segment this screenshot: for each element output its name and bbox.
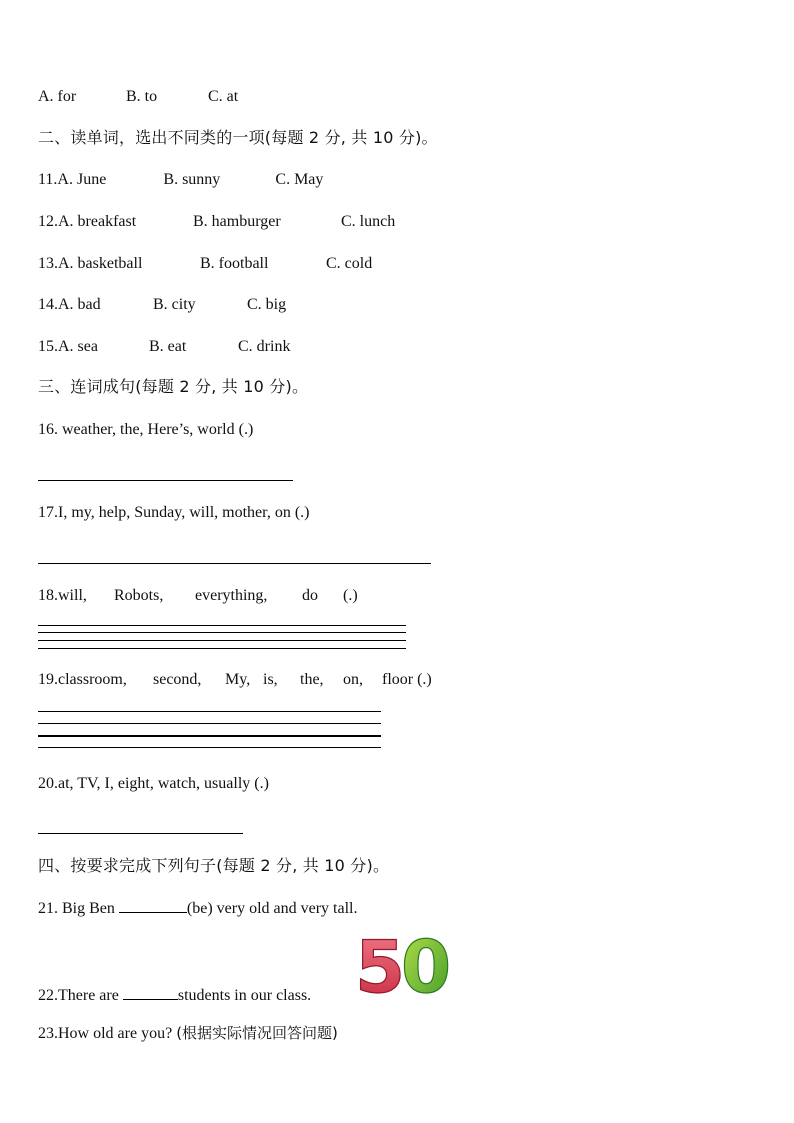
- q21: [38, 898, 358, 919]
- q12-number: 12.: [38, 213, 58, 230]
- q11: [38, 170, 323, 190]
- q18-word-4: do: [302, 587, 318, 604]
- q18-answer-line-4[interactable]: [38, 648, 406, 649]
- q18-word-5: (.): [343, 587, 358, 604]
- q19-answer-line-4[interactable]: [38, 747, 381, 748]
- q17-text: I, my, help, Sunday, will, mother, on (.): [58, 504, 310, 521]
- number-fifty-digit-five: 5: [355, 932, 406, 1002]
- q17-answer-line[interactable]: [38, 563, 431, 564]
- q23: [38, 1023, 338, 1044]
- q20-answer-line[interactable]: [38, 833, 243, 834]
- q16-text: weather, the, Here’s, world (.): [58, 421, 254, 438]
- q22: [38, 985, 311, 1006]
- q14-number: 14.: [38, 296, 58, 313]
- q19-answer-line-3[interactable]: [38, 735, 381, 737]
- q19-word-6: on,: [343, 671, 363, 688]
- q19-word-5: the,: [300, 671, 324, 688]
- q19-word-1: classroom,: [58, 671, 127, 688]
- q19-word-4: is,: [263, 671, 278, 688]
- q13-option-a: A. basketball: [58, 255, 143, 272]
- q15-option-c: C. drink: [238, 338, 291, 355]
- q13: [38, 254, 372, 274]
- q15: [38, 337, 290, 357]
- q18-answer-line-1[interactable]: [38, 625, 406, 626]
- q11-option-a: A. June: [57, 171, 107, 188]
- q15-option-a: A. sea: [58, 338, 98, 355]
- q20: [38, 774, 269, 794]
- q19-number: 19.: [38, 671, 58, 688]
- q14-option-c: C. big: [247, 296, 287, 313]
- q17: [38, 503, 309, 523]
- q22-blank[interactable]: [123, 985, 178, 1000]
- q11-option-b: B. sunny: [163, 171, 221, 188]
- q12-option-a: A. breakfast: [58, 213, 137, 230]
- q14: [38, 295, 286, 315]
- section3-heading: 三、连词成句(每题 2 分, 共 10 分)。: [38, 377, 309, 396]
- q19-answer-line-1[interactable]: [38, 711, 381, 712]
- number-fifty-picture: [355, 932, 457, 1002]
- q20-text: at, TV, I, eight, watch, usually (.): [58, 775, 269, 792]
- number-fifty-digit-zero: 0: [401, 932, 452, 1002]
- q12: [38, 212, 395, 232]
- q19: [38, 670, 432, 690]
- q23-number: 23.: [38, 1025, 58, 1042]
- q18: [38, 586, 358, 606]
- q21-text-after: (be) very old and very tall.: [186, 900, 358, 917]
- q13-option-c: C. cold: [326, 255, 373, 272]
- q18-number: 18.: [38, 587, 58, 604]
- q19-word-3: My,: [225, 671, 251, 688]
- q17-number: 17.: [38, 504, 58, 521]
- q10-option-c: C. at: [208, 88, 239, 105]
- section2-heading: 二、读单词，选出不同类的一项(每题 2 分, 共 10 分)。: [38, 128, 438, 147]
- q11-option-c: C. May: [275, 171, 324, 188]
- q10-option-b: B. to: [126, 88, 158, 105]
- q16: [38, 420, 253, 440]
- q13-number: 13.: [38, 255, 58, 272]
- q13-option-b: B. football: [200, 255, 269, 272]
- q16-number: 16.: [38, 421, 58, 438]
- q19-word-2: second,: [153, 671, 202, 688]
- q16-answer-line[interactable]: [38, 480, 293, 481]
- q21-blank[interactable]: [119, 898, 187, 913]
- q10-option-a: A. for: [38, 88, 77, 105]
- q11-number: 11.: [38, 171, 58, 188]
- q18-answer-line-2[interactable]: [38, 632, 406, 633]
- q19-answer-line-2[interactable]: [38, 723, 381, 724]
- q21-number: 21.: [38, 900, 58, 917]
- q19-word-7: floor (.): [382, 671, 432, 688]
- q14-option-b: B. city: [153, 296, 196, 313]
- q21-text-before: Big Ben: [58, 900, 119, 917]
- q14-option-a: A. bad: [58, 296, 101, 313]
- q22-text-after: students in our class.: [177, 987, 312, 1004]
- q18-answer-line-3[interactable]: [38, 640, 406, 641]
- q23-text: How old are you?: [58, 1025, 177, 1042]
- q18-word-1: will,: [58, 587, 87, 604]
- q15-option-b: B. eat: [149, 338, 187, 355]
- q18-word-2: Robots,: [114, 587, 164, 604]
- q22-number: 22.: [38, 987, 58, 1004]
- q10-options: [38, 87, 238, 107]
- q15-number: 15.: [38, 338, 58, 355]
- q20-number: 20.: [38, 775, 58, 792]
- section4-heading: 四、按要求完成下列句子(每题 2 分, 共 10 分)。: [38, 856, 390, 875]
- q12-option-b: B. hamburger: [193, 213, 281, 230]
- q18-word-3: everything,: [195, 587, 268, 604]
- q23-note: (根据实际情况回答问题): [176, 1024, 338, 1042]
- q22-text-before: There are: [58, 987, 123, 1004]
- q12-option-c: C. lunch: [341, 213, 396, 230]
